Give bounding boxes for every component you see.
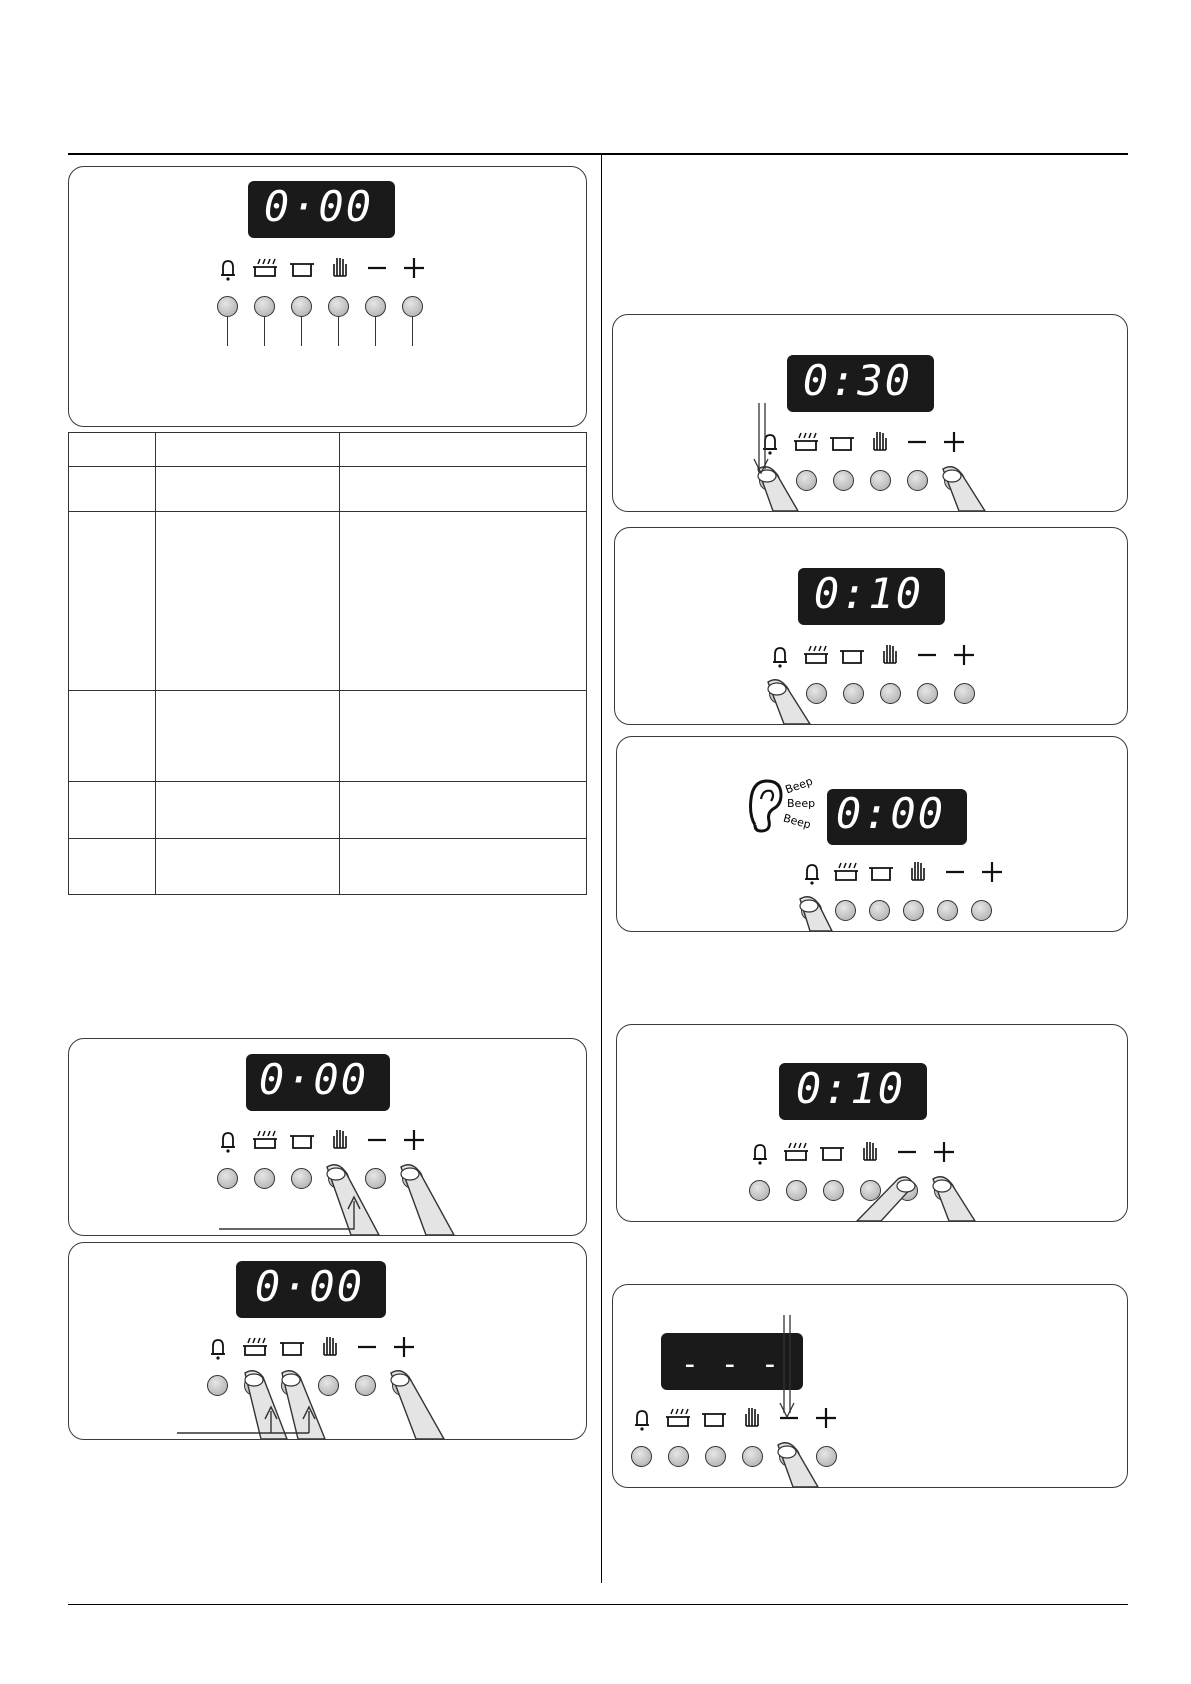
leader-line — [375, 316, 376, 346]
plus-button[interactable] — [402, 296, 423, 317]
table-cell — [340, 691, 587, 782]
finger-press-illustration — [613, 315, 1127, 511]
beep-label: Beep — [783, 774, 815, 797]
table-cell — [340, 839, 587, 895]
display-digits: 0·00 — [254, 1262, 364, 1311]
grill-button[interactable] — [254, 296, 275, 317]
step-b-panel — [68, 1242, 587, 1440]
table-cell — [156, 782, 340, 839]
table-cell — [156, 512, 340, 691]
oven-icon — [288, 260, 316, 280]
overview-panel — [68, 166, 587, 427]
minder-count-panel — [614, 527, 1128, 725]
leader-line — [227, 316, 228, 346]
display-digits: 0·00 — [263, 182, 373, 231]
table-cell — [340, 782, 587, 839]
column-divider — [601, 153, 602, 1583]
table-cell — [156, 839, 340, 895]
display-digits: 0:00 — [835, 789, 945, 838]
bell-button[interactable] — [217, 296, 238, 317]
leader-line — [264, 316, 265, 346]
display-digits: - - - — [680, 1347, 781, 1382]
table-cell — [340, 433, 587, 467]
adjust-panel — [616, 1024, 1128, 1222]
display-digits: 0:30 — [802, 356, 912, 405]
table-cell — [69, 691, 156, 782]
minus-button[interactable] — [365, 296, 386, 317]
finger-press-illustration — [69, 1243, 586, 1439]
table-cell — [69, 512, 156, 691]
table-cell — [156, 467, 340, 512]
table-cell — [69, 433, 156, 467]
beep-label: Beep — [781, 811, 813, 832]
table-cell — [340, 467, 587, 512]
leader-line — [301, 316, 302, 346]
table-cell — [69, 839, 156, 895]
table-cell — [156, 433, 340, 467]
bottom-rule — [68, 1604, 1128, 1605]
top-rule — [68, 153, 1128, 155]
table-cell — [340, 512, 587, 691]
table-cell — [69, 467, 156, 512]
minus-icon — [367, 265, 387, 271]
minder-done-panel — [616, 736, 1128, 932]
grill-icon — [250, 257, 280, 279]
display-digits: 0:10 — [813, 569, 923, 618]
display-digits: 0·00 — [258, 1055, 368, 1104]
table-cell — [69, 782, 156, 839]
finger-press-illustration — [69, 1039, 586, 1235]
bell-icon — [219, 259, 237, 281]
display-digits: 0:10 — [795, 1064, 905, 1113]
minder-set-panel — [612, 314, 1128, 512]
leader-line — [412, 316, 413, 346]
plus-icon — [403, 257, 425, 279]
display-off-panel — [612, 1284, 1128, 1488]
key-table — [68, 432, 587, 895]
finger-press-illustration — [613, 1285, 1127, 1487]
beep-label: Beep — [787, 797, 816, 810]
manual-button[interactable] — [328, 296, 349, 317]
finger-press-illustration — [615, 528, 1127, 724]
leader-line — [338, 316, 339, 346]
clock-display — [248, 181, 395, 238]
oven-button[interactable] — [291, 296, 312, 317]
manual-icon — [331, 256, 349, 278]
finger-press-illustration — [617, 737, 1127, 931]
finger-press-illustration — [617, 1025, 1127, 1221]
step-a-panel — [68, 1038, 587, 1236]
table-cell — [156, 691, 340, 782]
